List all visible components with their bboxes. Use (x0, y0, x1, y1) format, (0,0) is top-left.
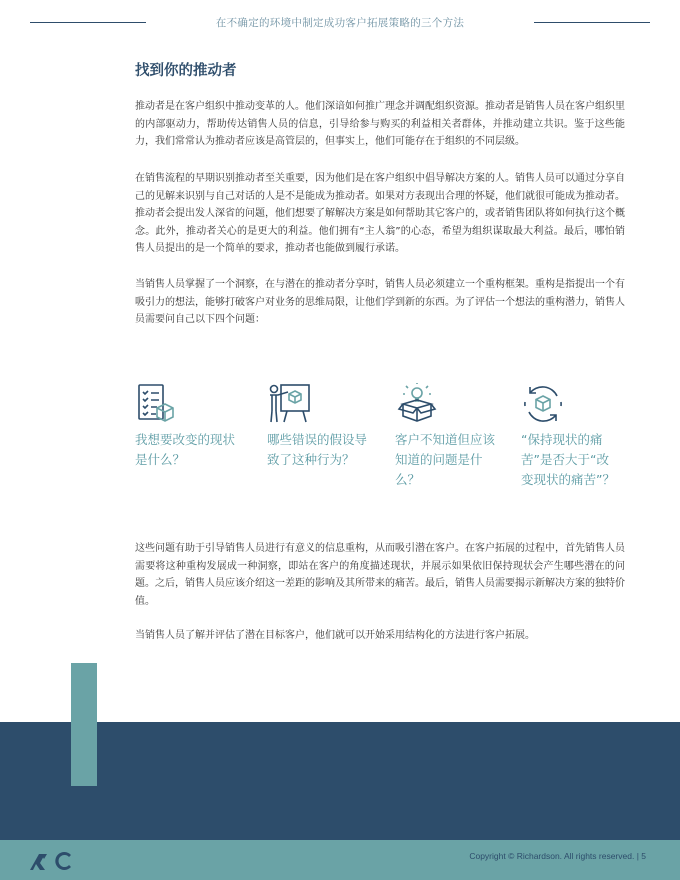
presenter-board-icon (267, 382, 311, 426)
richardson-logo-icon (29, 848, 75, 872)
footer-band-dark (0, 722, 680, 840)
question-2-text: 哪些错误的假设导致了这种行为？ (267, 432, 368, 467)
header-rule-left (30, 22, 146, 23)
header-title: 在不确定的环境中制定成功客户拓展策略的三个方法 (215, 17, 465, 29)
question-icons-row (135, 382, 635, 512)
question-3-text: 客户不知道但应该知道的问题是什么？ (395, 432, 496, 487)
cycle-cube-icon (521, 382, 565, 426)
question-2 (267, 382, 367, 470)
footer-accent-bar (71, 663, 97, 786)
copyright-text: Copyright © Richardson. All rights reserved. | 5 (469, 851, 646, 861)
question-1-text: 我想要改变的现状是什么？ (135, 432, 236, 467)
paragraph-5: 当销售人员了解并评估了潜在目标客户，他们就可以开始采用结构化的方法进行客户拓展。 (135, 630, 535, 641)
page-header (0, 0, 680, 46)
question-1 (135, 382, 235, 470)
question-4 (521, 382, 621, 490)
paragraph-4: 这些问题有助于引导销售人员进行有意义的信息重构，从而吸引潜在客户。在客户拓展的过程中，首先销售人员需要将这种重构发展成一种洞察，即站在客户的角度描述现状，并展示如果依旧保持现状会产生哪些潜在的问题。之后，销售人员应该介绍这一差距的影响及其所带来的痛苦。最后，销售人员需要揭示新解决方案的独特价值。 (135, 543, 625, 607)
paragraph-3: 当销售人员掌握了一个洞察，在与潜在的推动者分享时，销售人员必须建立一个重构框架。重构是指提出一个有吸引力的想法，能够打破客户对业务的思维局限，让他们学到新的东西。为了评估一个想法的重构潜力，销售人员需要问自己以下四个问题： (135, 279, 625, 325)
paragraph-1: 推动者是在客户组织中推动变革的人。他们深谙如何推广理念并调配组织资源。推动者是销售人员在客户组织里的内部驱动力，帮助传达销售人员的信息，引导给参与购买的利益相关者群体，并推动建立共识。鉴于这些能力，我们常常认为推动者应该是高管层的，但事实上，他们可能存在于组织的不同层级。 (135, 101, 625, 147)
header-rule-right (534, 22, 650, 23)
idea-box-icon (395, 382, 439, 426)
main-content (135, 60, 625, 325)
section-title: 找到你的推动者 (135, 63, 237, 79)
paragraph-2: 在销售流程的早期识别推动者至关重要，因为他们是在客户组织中倡导解决方案的人。销售人员可以通过分享自己的见解来识别与自己对话的人是不是能成为推动者。如果对方表现出合理的怀疑，他们就很可能成为推动者。推动者会提出发人深省的问题，他们想要了解解决方案是如何帮助其它客户的，或者销售团队将如何执行这个概念。此外，推动者关心的是更大的利益。他们拥有“主人翁”的心态，希望为组织谋取最大利益。最后，哪怕销售人员提出的是一个简单的要求，推动者也能做到履行承诺。 (135, 173, 625, 254)
checklist-cube-icon (135, 382, 179, 426)
question-3 (395, 382, 495, 490)
question-4-text: “保持现状的痛苦”是否大于“改变现状的痛苦”？ (521, 432, 615, 487)
